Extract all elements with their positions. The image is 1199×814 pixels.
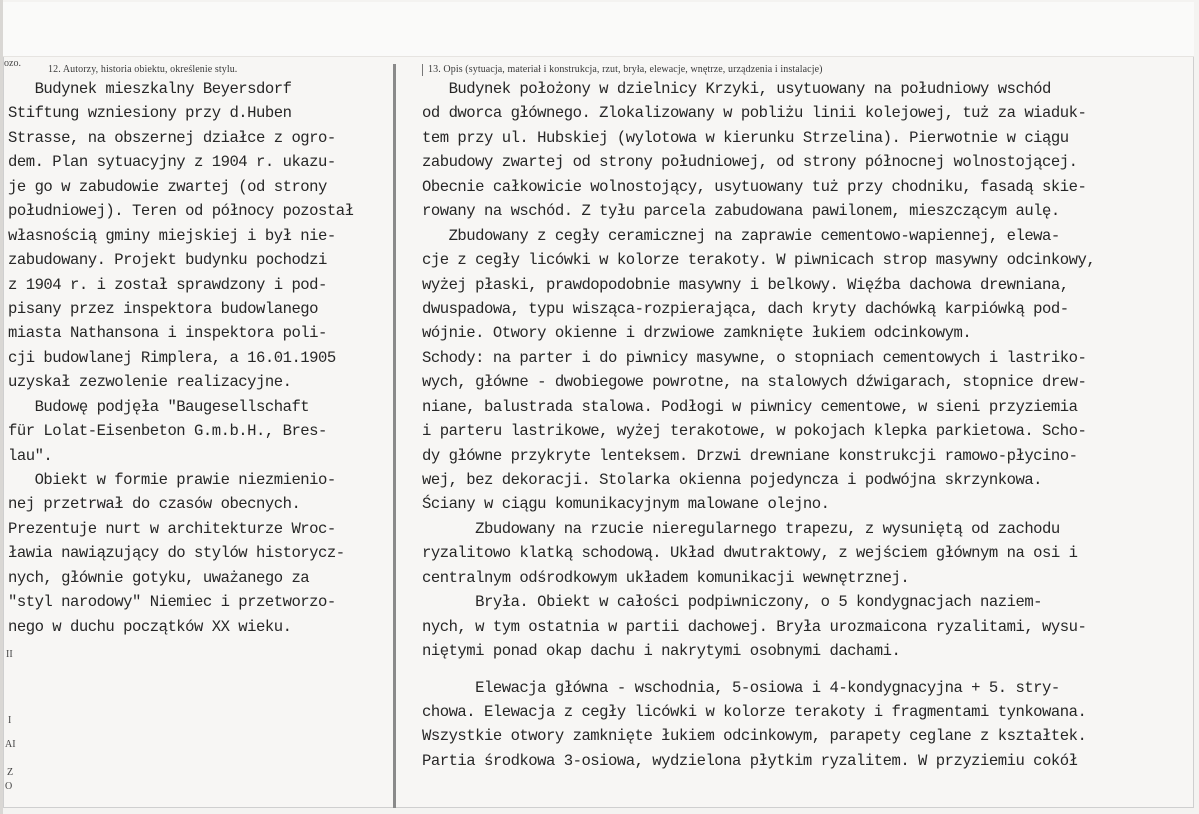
text-line: "styl narodowy" Niemiec i przetworzo-: [8, 593, 336, 612]
margin-mark-5: Z: [7, 767, 14, 778]
text-line: południowej). Teren od północy pozostał: [8, 202, 354, 221]
margin-mark-4: AI: [5, 739, 16, 750]
text-line: Budowę podjęła "Baugesellschaft: [8, 397, 310, 416]
text-line: cje z cegły licówki w kolorze terakoty. W piwnicach strop masywny odcinkowy,: [422, 251, 1096, 270]
left-column-text: [8, 77, 353, 639]
text-line: Budynek położony w dzielnicy Krzyki, usytuowany na południowy wschód: [422, 80, 1051, 98]
text-line: centralnym odśrodkowym układem komunikacji wewnętrznej.: [422, 568, 910, 587]
text-line: rowany na wschód. Z tyłu parcela zabudowana pawilonem, mieszczącym aulę.: [422, 202, 1060, 221]
column-divider-tick: [422, 64, 423, 76]
right-column-text: [422, 77, 1095, 773]
paragraph-gap: [422, 664, 1095, 676]
text-line: nych, głównie gotyku, uważanego za: [8, 568, 310, 587]
text-line: Ściany w ciągu komunikacyjnym malowane olejno.: [422, 495, 830, 514]
text-line: Zbudowany z cegły ceramicznej na zaprawie cementowo-wapiennej, elewa-: [422, 226, 1060, 245]
text-line: Prezentuje nurt w architekturze Wroc-: [8, 519, 336, 538]
text-line: uzyskał zezwolenie realizacyjne.: [8, 373, 292, 392]
text-line: własnością gminy miejskiej i był nie-: [8, 226, 336, 245]
text-line: lau".: [8, 446, 53, 465]
text-line: Bryła. Obiekt w całości podpiwniczony, o 5 kondygnacjach naziem-: [422, 593, 1043, 612]
text-line: zabudowany. Projekt budynku pochodzi: [8, 251, 327, 270]
text-line: nego w duchu początków XX wieku.: [8, 617, 292, 636]
text-line: Schody: na parter i do piwnicy masywne, o stopniach cementowych i lastriko-: [422, 348, 1087, 367]
text-line: Elewacja główna - wschodnia, 5-osiowa i 4-kondygnacyjna + 5. stry-: [422, 678, 1060, 697]
text-line: dem. Plan sytuacyjny z 1904 r. ukazu-: [8, 153, 336, 172]
text-line: chowa. Elewacja z cegły licówki w kolorze terakoty i fragmentami tynkowana.: [422, 702, 1087, 721]
left-section-title: 12. Autorzy, historia obiektu, określenie stylu.: [48, 64, 238, 75]
text-line: tem przy ul. Hubskiej (wylotowa w kierunku Strzelina). Pierwotnie w ciągu: [422, 128, 1069, 147]
text-line: i parteru lastrikowe, wyżej terakotowe, w pokojach klepka parkietowa. Scho-: [422, 422, 1087, 441]
text-line: Strasse, na obszernej działce z ogro-: [8, 128, 336, 147]
text-line: für Lolat-Eisenbeton G.m.b.H., Bres-: [8, 422, 327, 441]
margin-mark-2: II: [6, 649, 13, 660]
text-line: Obecnie całkowicie wolnostojący, usytuowany tuż przy chodniku, fasadą skie-: [422, 177, 1087, 196]
text-line: dwuspadowa, typu wisząca-rozpierająca, dach kryty dachówką karpiówką pod-: [422, 299, 1069, 318]
right-section-title: 13. Opis (sytuacja, materiał i konstrukcja, rzut, bryła, elewacje, wnętrze, urządzenia i instalacje): [428, 64, 823, 75]
text-line: nych, w tym ostatnia w partii dachowej. Bryła urozmaicona ryzalitami, wysu-: [422, 617, 1087, 636]
text-line: Zbudowany na rzucie nieregularnego trapezu, z wysuniętą od zachodu: [422, 519, 1060, 538]
text-line: pisany przez inspektora budowlanego: [8, 299, 319, 318]
text-line: miasta Nathansona i inspektora poli-: [8, 324, 327, 343]
text-line: zabudowy zwartej od strony południowej, od strony północnej wolnostojącej.: [422, 153, 1078, 172]
text-line: niętymi ponad okap dachu i nakrytymi osobnymi dachami.: [422, 642, 901, 661]
text-line: Wszystkie otwory zamknięte łukiem odcinkowym, parapety ceglane z kształtek.: [422, 727, 1087, 746]
text-line: od dworca głównego. Zlokalizowany w pobliżu linii kolejowej, tuż za wiaduk-: [422, 104, 1087, 123]
column-divider: [393, 64, 396, 808]
text-line: dy główne przykryte lenteksem. Drzwi drewniane konstrukcji ramowo-płycino-: [422, 446, 1078, 465]
margin-mark-1: ozo.: [4, 58, 21, 69]
text-line: wych, główne - dwobiegowe powrotne, na stalowych dźwigarach, stopnice drew-: [422, 373, 1087, 392]
text-line: wójnie. Otwory okienne i drzwiowe zamknięte łukiem odcinkowym.: [422, 324, 972, 343]
text-line: ryzalitowo klatką schodową. Układ dwutraktowy, z wejściem głównym na osi i: [422, 544, 1078, 563]
text-line: nej przetrwał do czasów obecnych.: [8, 495, 301, 514]
card-top-band: [3, 2, 1194, 57]
text-line: ławia nawiązujący do stylów historycz-: [8, 544, 345, 563]
text-line: wyżej płaski, prawdopodobnie masywny i belkowy. Więźba dachowa drewniana,: [422, 275, 1069, 294]
margin-mark-3: I: [8, 715, 12, 726]
text-line: wej, bez dekoracji. Stolarka okienna pojedyncza i podwójna skrzynkowa.: [422, 471, 1043, 489]
text-line: cji budowlanej Rimplera, a 16.01.1905: [8, 348, 336, 367]
text-line: Obiekt w formie prawie niezmienio-: [8, 471, 336, 489]
text-line: Partia środkowa 3-osiowa, wydzielona płytkim ryzalitem. W przyziemiu cokół: [422, 751, 1078, 770]
text-line: niane, balustrada stalowa. Podłogi w piwnicy cementowe, w sieni przyziemia: [422, 397, 1078, 416]
text-line: z 1904 r. i został sprawdzony i pod-: [8, 275, 327, 294]
text-line: je go w zabudowie zwartej (od strony: [8, 177, 327, 196]
margin-mark-6: O: [5, 781, 13, 792]
text-line: Budynek mieszkalny Beyersdorf: [8, 80, 292, 98]
text-line: Stiftung wzniesiony przy d.Huben: [8, 104, 292, 123]
